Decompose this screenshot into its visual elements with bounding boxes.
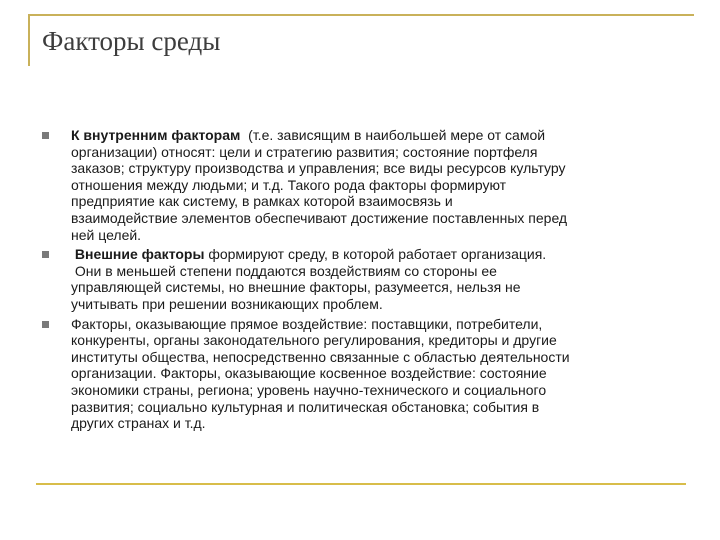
bottom-divider: [36, 483, 686, 485]
text-line: заказов; структуру производства и управления; все виды ресурсов культуру: [71, 160, 566, 177]
text-line: К внутренним факторам (т.е. зависящим в наибольшей мере от самой: [71, 127, 546, 143]
square-bullet-icon: [42, 132, 49, 139]
text-line: конкуренты, органы законодательного регулирования, кредиторы и другие: [71, 332, 557, 349]
bullet-list: [42, 127, 682, 432]
text-line: ней целей.: [71, 226, 142, 243]
term-internal-factors: К внутренним факторам: [71, 127, 241, 143]
list-item-external-factors: [42, 246, 682, 312]
text-line: Внешние факторы формируют среду, в которой работает организация.: [71, 246, 547, 263]
list-item-internal-factors: [42, 127, 682, 243]
term-external-factors: Внешние факторы: [71, 246, 205, 263]
text-line: других странах и т.д.: [71, 415, 206, 432]
text-line: отношения между людьми; и т.д. Такого рода факторы формируют: [71, 176, 507, 193]
square-bullet-icon: [42, 251, 49, 258]
text-line: управляющей системы, но внешние факторы, разумеется, нельзя не: [71, 279, 521, 296]
list-item-direct-indirect-factors: [42, 316, 682, 432]
square-bullet-icon: [42, 321, 49, 328]
text-line: предприятие как систему, в рамках которой взаимосвязь и: [71, 193, 453, 210]
text-line: институты общества, непосредственно связанные с областью деятельности: [71, 348, 570, 365]
text-line: развития; социально культурная и политическая обстановка; события в: [71, 398, 540, 415]
text-line: организации) относят: цели и стратегию развития; состояние портфеля: [71, 143, 538, 160]
text-line: Они в меньшей степени поддаются воздействиям со стороны ее: [71, 262, 497, 279]
text-line: учитывать при решении возникающих проблем.: [71, 295, 383, 312]
text-line: взаимодействие элементов обеспечивают достижение поставленных перед: [71, 209, 568, 226]
slide-title: Факторы среды: [42, 26, 221, 56]
text-line: Факторы, оказывающие прямое воздействие: поставщики, потребители,: [71, 315, 543, 332]
text-line: экономики страны, региона; уровень научно-технического и социального: [71, 381, 547, 398]
text-line: организации. Факторы, оказывающие косвенное воздействие: состояние: [71, 365, 547, 382]
